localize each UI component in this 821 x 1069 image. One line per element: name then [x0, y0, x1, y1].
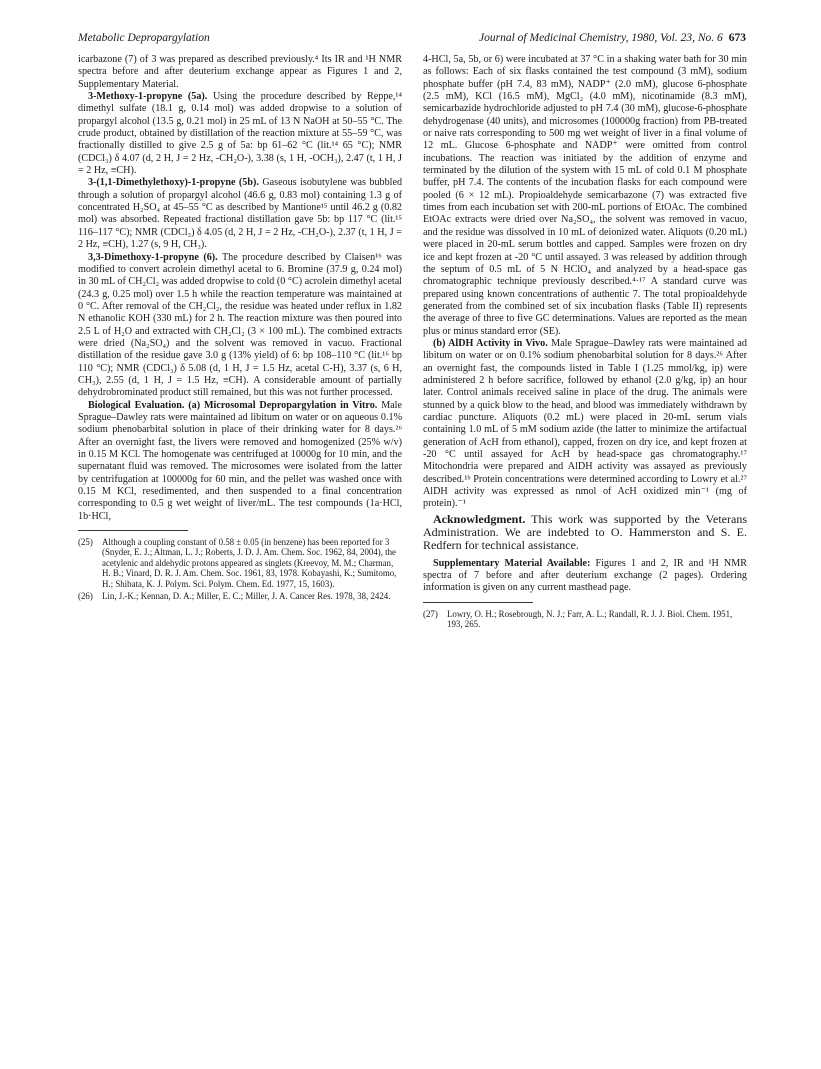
footnote-text: Although a coupling constant of 0.58 ± 0.05 (in benzene) has been reported for 3 (Snyder, E. J.; Altman, L. J.; Roberts, J. D. J. Am. Chem. Soc. 1962, 84, 2004), the acetylenic and aldehydic protons appeared as singlets (Kreevoy, M. M.; Charman, H. B.; Vinard, D. R. J. Am. Chem. Soc. 1961, 83, 1978. Kobayashi, K.; Sumitomo, H.; Shibata, K. J. Polym. Sci. Polym. Chem. Ed. 1977, 15, 1603).	[102, 537, 397, 589]
supplementary-material	[423, 558, 747, 595]
section-heading: 3-(1,1-Dimethylethoxy)-1-propyne (5b).	[88, 177, 259, 189]
section-heading: 3,3-Dimethoxy-1-propyne (6).	[88, 251, 218, 263]
footnote-number: (26)	[78, 591, 93, 602]
supplementary-heading: Supplementary Material Available:	[433, 557, 591, 569]
journal-name: Journal of Medicinal Chemistry, 1980, Vol. 23, No. 6	[479, 32, 723, 44]
footnote-25	[78, 537, 402, 589]
paragraph	[78, 252, 402, 400]
section-heading: Biological Evaluation. (a) Microsomal Depropargylation in Vitro.	[88, 399, 378, 411]
footnote-divider	[78, 530, 188, 531]
section-heading: 3-Methoxy-1-propyne (5a).	[88, 91, 208, 103]
footnote-26	[78, 591, 402, 601]
footnote-number: (25)	[78, 537, 93, 548]
running-title: Metabolic Depropargylation	[78, 32, 210, 44]
footnote-divider	[423, 602, 533, 603]
page-number: 673	[728, 32, 746, 44]
section-heading: (b) AlDH Activity in Vivo.	[433, 337, 548, 349]
running-header	[78, 32, 746, 48]
paragraph	[423, 338, 747, 511]
paragraph-text: Male Sprague–Dawley rats were maintained ad libitum on water or on aqueous 0.1% sodium phenobarbital solution in place of their drinking water for 8 days.²⁶ After an overnight fast, the livers were removed and homogenized (25% w/v) in 0.15 M KCl. The homogenate was centrifuged at 10000g for 10 min, and the supernatant fluid was removed. The microsomes were isolated from the latter by centrifugation at 100000g for 60 min, and the pellet was washed once with 0.15 M KCl, resedimented, and then suspended to a final concentration corresponding to 0.5 g wet weight of liver/mL. The test compounds (1a·HCl, 1b·HCl,	[78, 399, 402, 522]
footnote-number: (27)	[423, 608, 438, 619]
footnote-text: Lowry, O. H.; Rosebrough, N. J.; Farr, A. L.; Randall, R. J. J. Biol. Chem. 1951, 193, 265.	[447, 608, 733, 630]
paragraph	[78, 400, 402, 523]
left-column	[78, 54, 402, 604]
paragraph-text: The procedure described by Claisen¹⁶ was modified to convert acrolein dimethyl acetal to 6. Bromine (37.9 g, 0.24 mol) in 30 mL of CH₂Cl₂ was added dropwise to cold (0 °C) acrolein dimethyl acetal (24.3 g, 0.25 mol) over 1.5 h while the reaction temperature was maintained at 0 °C. After removal of the CH₂Cl₂, the residue was heated under reflux in 1.82 N ethanolic KOH (330 mL) for 2 h. The reaction mixture was then poured into 2.5 L of H₂O and extracted with CH₂Cl₂ (3 × 100 mL). The combined extracts were dried (Na₂SO₄) and the solvent was removed in vacuo. Fractional distillation of the residue gave 3.0 g (13% yield) of 6: bp 108–110 °C (lit.¹⁶ bp 110 °C); NMR (CDCl₃) δ 5.08 (d, 1 H, J = 1.5 Hz, acetal C-H), 3.37 (s, 6 H, CH₃), 2.55 (d, 1 H, J = 1.5 Hz, ≡CH). A considerable amount of partially dehydrobrominated product still remained, but this was not further processed.	[78, 251, 402, 399]
paragraph-text: Gaseous isobutylene was bubbled through a solution of propargyl alcohol (46.6 g, 0.83 mol) containing 1.3 g of concentrated H₂SO₄ at 45–55 °C as described by Mantione¹⁵ until 46.2 g (0.82 mol) was absorbed. Repeated fractional distillation gave 5b: bp 117 °C (lit.¹⁵ 116–117 °C); NMR (CDCl₃) δ 4.05 (d, 2 H, J = 2 Hz, -CH₂O-), 2.37 (t, 1 H, J = 2 Hz, ≡CH), 1.27 (s, 9 H, CH₃).	[78, 177, 403, 251]
paragraph	[78, 91, 402, 177]
paragraph: 4-HCl, 5a, 5b, or 6) were incubated at 37 °C in a shaking water bath for 30 min as follows: Each of six flasks contained the test compound (3 mM), sodium phosphate buffer (pH 7.4, 83 mM), NADP⁺ (2.0 mM), glucose 6-phosphate (2.5 mM), KCl (16.5 mM), MgCl₂ (4.0 mM), nicotinamide (8.3 mM), semicarbazide hydrochloride adjusted to pH 7.4 (30 mM), glucose-6-phosphate dehydrogenase (40 units), and microsomes (100000g fraction) from PB-treated or naive rats corresponding to 500 mg wet weight of liver in a final volume of 12 mL. Glucose 6-phosphate and NADP⁺ were omitted from control incubations. The reaction was initiated by the addition of enzyme and terminated by the dilution of the system with 15 mL of cold 0.1 M phosphate buffer, pH 7.4. The contents of the incubation flasks for each compound were pooled (6 × 12 mL). Propioaldehyde semicarbazone (7) was extracted five times from each incubation set with 200-mL portions of EtOAc. The combined EtOAc extracts were dried over Na₂SO₄, the solvent was removed in vacuo, and the residue was dissolved in 10 mL of deionized water. Aliquots (0.20 mL) were placed in 20-mL serum bottles and capped. Samples were frozen on dry ice and kept frozen at -20 °C until assayed. 3 was released by addition through the septum of 0.5 mL of 5 N HClO₄ and analyzed by a head-space gas chromatographic technique previously described.⁴·¹⁷ A standard curve was prepared using known concentrations of authentic 7. The total propioaldehyde generated from the combined set of six incubation flasks (Table II) represents the average of three to five GC determinations. Values are reported as the mean plus or minus standard error (SE).	[423, 54, 747, 337]
acknowledgment-heading: Acknowledgment.	[433, 511, 526, 526]
journal-citation	[479, 32, 746, 44]
footnote-27	[423, 609, 747, 630]
paragraph: icarbazone (7) of 3 was prepared as described previously.⁴ Its IR and ¹H NMR spectra before and after deuterium exchange appear as Figures 1 and 2, Supplementary Material.	[78, 54, 402, 90]
right-column	[423, 54, 747, 632]
acknowledgment	[423, 513, 747, 552]
paragraph-text: Male Sprague–Dawley rats were maintained ad libitum on water or on 0.1% sodium phenobarbital solution for 8 days.²⁶ After an overnight fast, the compounds listed in Table I (1.25 mmol/kg, ip) were administered 2 h before sacrifice, followed by ethanol (2.0 g/kg, ip) an hour later. Control animals received saline in place of the drug. The animals were stunned by a quick blow to the head, and blood was immediately withdrawn by cardiac puncture. Aliquots (0.2 mL) were placed in 20-mL serum vials containing 1.0 mL of 5 mM sodium azide (the latter to minimize the artifactual generation of AcH from ethanol), capped, frozen on dry ice, and kept frozen at -20 °C until assayed for AcH by head-space gas chromatography.¹⁷ Mitochondria were prepared and AlDH activity was assayed as previously described.¹ᵇ Protein concentrations were determined according to Lowry et al.²⁷ AlDH activity was expressed as nmol of AcH oxidized min⁻¹ (mg of protein).⁻¹	[423, 337, 747, 510]
supplementary-text: Figures 1 and 2, IR and ¹H NMR spectra of 7 before and after deuterium exchange (2 pages). Ordering information is given on any current masthead page.	[423, 557, 747, 594]
paragraph	[78, 177, 402, 251]
acknowledgment-text: This work was supported by the Veterans Administration. We are indebted to O. Hammerston and S. E. Redfern for technical assistance.	[423, 511, 747, 552]
paragraph-text: Using the procedure described by Reppe,¹⁴ dimethyl sulfate (18.1 g, 0.14 mol) was added dropwise to a solution of propargyl alcohol (13.5 g, 0.21 mol) in 25 mL of 13 N NaOH at 50–55 °C. The crude product, obtained by distillation of the reaction mixture at 55–59 °C, was fractionally distilled to give 2.5 g of 5a: bp 61–62 °C (lit.¹⁴ 65 °C); NMR (CDCl₃) δ 4.07 (d, 2 H, J = 2 Hz, -CH₂O-), 3.38 (s, 1 H, -OCH₃), 2.47 (t, 1 H, J = 2 Hz, ≡CH).	[78, 91, 402, 177]
footnote-text: Lin, J.-K.; Kennan, D. A.; Miller, E. C.; Miller, J. A. Cancer Res. 1978, 38, 2424.	[102, 591, 391, 602]
